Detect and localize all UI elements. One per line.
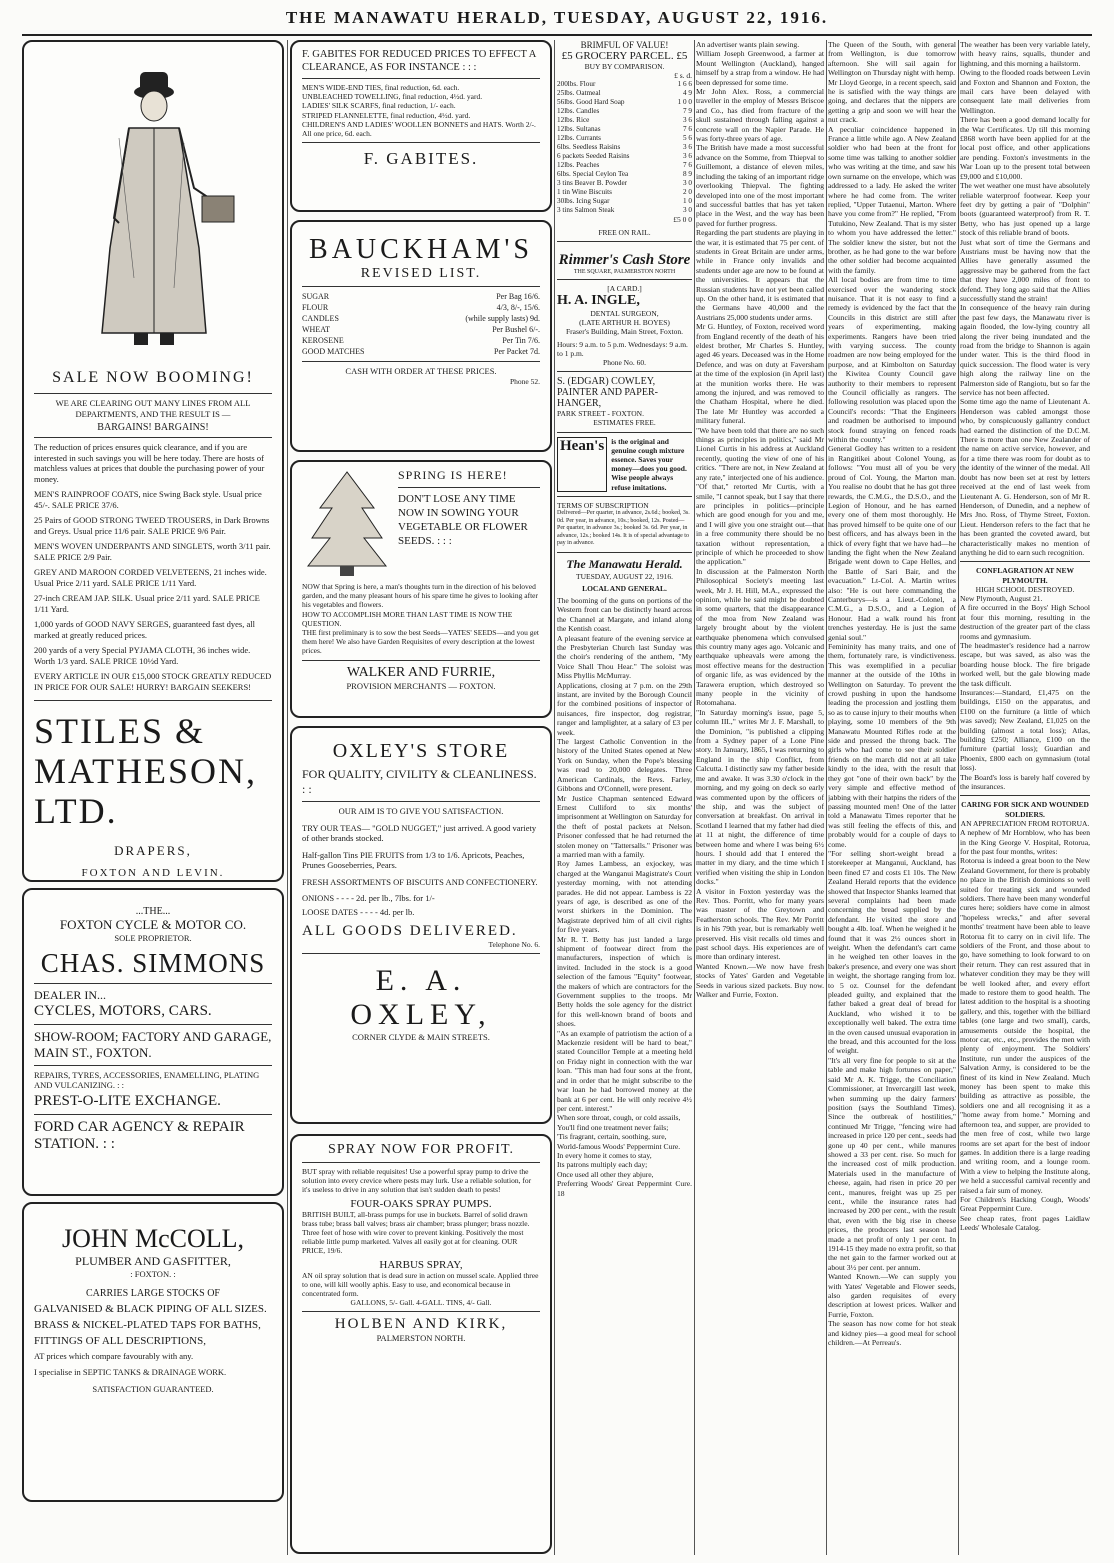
harbus-body: AN oil spray solution that is dead sure in action on mussel scale. Applied three to one, will kill woolly aphis. Easy to use, and economical because in concentrated form. — [302, 1270, 539, 1299]
grocery-row — [557, 143, 692, 152]
bauckham-item-price: (while supply lasts) 9d. — [465, 314, 540, 323]
spray-pumps: FOUR-OAKS SPRAY PUMPS. — [350, 1197, 492, 1210]
news-column-5: The Queen of the South, with general from Wellington, is due tomorrow afternoon. She will sail again for Wellington on Thursday night with hemp. Mr Lloyd George, in a recent speech, said he is satisfied with the way things are going, and declares that the nippers are getting a grip and soon we will hear the nut crack. A peculiar coincidence happened in France a little while ago. A New Zealand soldier who had been at the front for some time was talking to another soldier who was writing at the time, and saw his own surname on the envelope, which was addressed to a lady. He asked the writer where he had come from. The writer replied, "Upper Tutaenui, Marton. Where have you come from?" He replied, "From Tutukino, New Zealand. That is my sister to whom you have addressed the letter." The soldier knew the sister, but not the brother, as he had gone to the war before the other soldier had become acquainted with the family. All local bodies are from time to time exercised over the wandering stock nuisance. That it is not easy to find a remedy is evidenced by the fact that the Councils in this district are still after years of experimenting, making experiments. Rangers have been tried with varying success. The county roadmen are now being employed for the purpose, and at Kimbolton on Saturday the Kiwitea County Council gave authority to their members to represent the Council officially as rangers. The following resolution was placed upon the Council's records: "That the Engineers and roadmen be authorised to impound stock found straying on fenced roads within the county." General Godley has written to a resident in Rangitikei about Colonel Young, as follows: "You must all of you be very proud of Col. Young, the Marton man. You realise no doubt that he has got three rewards, the C.M.G., the D.S.O., and the Legion of Honour, and he has earned every one of them most thoroughly. He has proved himself to be quite one of our best officers, and has always been in the thick of every fight that we have had—he landing the fight when the New Zealand Brigade went down to Cape Helles, and the Battle of Sari Bair, and the evacuation." Lt-Col. A. Martin writes also: "He is out here commanding the Canterburys—is a Lieut.-Colonel, a C.M.G., a D.S.O., and a Legion of Honour. Had a walk round his front trenches yesterday. He is just the same genial soul." Femininity has many traits, and one of them, fortunately rare, is vindictiveness. This was exemplified in a peculiar manner at the outside of the 10ths in Wellington on Saturday. To prevent the crowd pushing in upon the handsome leading the procession and jostling them so as to cause injury to their mouths when playing, some 10 members of the 9th Manawatu Mounted Rifles rode at the side and pressed the throng back. The girls who had come to see their soldier friends on the march did not at all take kindly to the idea, with the result that they got "one of their own back" by the very simple and effective method of jabbing with their hatpins the riders of the passing mounted men! One of the latter told a Manawatu Times reporter that he was still feeling the effects of this, and probably would for a couple of days to come. "For selling short-weight bread a storekeeper at Manganui, Auckland, has been fined £7 and costs £1 10s. The New Zealand Herald reports that the evidence showed that Inspector Shanks learned that several complaints had been made concerning the bread supplied by the defendant. He visited the store and bought a 4lb. loaf. When he weighed it he found that it was 2½ ounces short in weight. When the defendant's cart came in he weighed ten other loaves in the baker's presence, and every one was short in weight, the shortage ranging from loz. to 5 oz. Counsel for the defendant pleaded guilty, and explained that the father baked a great deal of bread for Auckland, who wished it to be exceptionally well baked. The extra time in the oven caused unusual evaporation in the bread, and this accounted for the loss of weight. "It's all very fine for people to sit at the table and make high fortunes on paper," said Mr A. K. Trigge, the Conciliation Commissioner, at Invercargill last week, when summing up the dairy farmers' position (says the Southland Times). Since the outbreak of hostilities," continued Mr Trigge, "fencing wire had increased in price 120 per cent., seeds had gone up 40 per cent., while manures showed a 33 per cent. rise. So much for the increased cost of milk production. Materials used in the manufacture of cheese, again, had risen in price 20 per cent., manures, freight was up 25 per cent., while the insurance rates had increased by 200 per cent., with the result that, even with the big rise in cheese prices, the producers last season had made a net profit of only 1 per cent. In 1914-15 they made no extra profit, so that the net gain to the farmer worked out at about 3½ per cent. per annum. Wanted Known.—We can supply you with Yates' Vegetable and Flower seeds, also garden requisites of every description at lowest prices. Walker and Furrie, Foxton. The season has now come for hot steak and kidney pies—a good meal for school children.—At Perreau's. — [828, 40, 956, 1348]
spray-body: BUT spray with reliable requisites! Use a powerful spray pump to drive the solution into every crevice where pests may lurk. Use a reliable solution, for it's useless to drive in any solution that isn't sudden death to pests! — [302, 1167, 532, 1195]
grocery-item-name: 25lbs. Oatmeal — [557, 89, 601, 98]
bauckham-row — [302, 335, 540, 346]
bauckham-price-list — [302, 291, 540, 357]
column-1 — [22, 40, 284, 1555]
cycle-dealer: DEALER IN... — [34, 987, 106, 1002]
grocery-item-price: 5 6 — [683, 134, 692, 143]
spring-body: NOW that Spring is here, a man's thoughts turn in the direction of his beloved garden, and the many pleasant hours of his spare time he gives to looking after his vegetables and flowers. — [302, 582, 538, 610]
bauckham-row — [302, 291, 540, 302]
sale-item: 1,000 yards of GOOD NAVY SERGES, guaranteed fast dyes, all marked at greatly reduced prices. — [34, 619, 255, 640]
holben-name: HOLBEN AND KIRK, — [334, 1316, 508, 1333]
sale-item: EVERY ARTICLE IN OUR £15,000 STOCK GREATLY REDUCED IN PRICE FOR OUR SALE! HURRY! BARGAIN SEEKERS! — [34, 671, 272, 692]
mccoll-town: : FOXTON. : — [130, 1269, 176, 1279]
grocery-item-name: 3 tins Salmon Steak — [557, 206, 615, 215]
bauckham-item-name: FLOUR — [302, 303, 329, 312]
grocery-item-name: 12lbs. Currants — [557, 134, 601, 143]
gabites-item: LADIES' SILK SCARFS, final reduction, 1/- each. — [302, 101, 456, 111]
hean-body: is the original and genuine cough mixture essence. Saves your money—does you good. Wise people always refuse imitations. — [611, 436, 687, 492]
cycle-showroom: SHOW-ROOM; FACTORY AND GARAGE, MAIN ST., FOXTON. — [34, 1028, 272, 1060]
grocery-item-price: 1 0 — [683, 197, 692, 206]
foxton-cycle-ad — [22, 888, 284, 1196]
local-general-heading: LOCAL AND GENERAL. — [582, 583, 667, 593]
spring-dont-lose: DON'T LOSE ANY TIME NOW IN SOWING YOUR VEGETABLE OR FLOWER SEEDS. : : : — [398, 493, 528, 547]
oxley-biscuits: FRESH ASSORTMENTS OF BISCUITS AND CONFECTIONERY. — [302, 876, 538, 887]
ingle-late: (LATE ARTHUR H. BOYES) — [579, 318, 670, 328]
masthead-rule — [22, 34, 1092, 36]
terms-heading: TERMS OF SUBSCRIPTION — [557, 500, 649, 510]
bauckham-row — [302, 324, 540, 335]
grocery-item-price: 4 9 — [683, 89, 692, 98]
mccoll-prices: AT prices which compare favourably with any. — [34, 1350, 194, 1361]
ingle-card: [A CARD.] — [607, 283, 642, 293]
gabites-items — [302, 83, 540, 138]
spray-heading: SPRAY NOW FOR PROFIT. — [328, 1142, 514, 1157]
bauckham-cash: CASH WITH ORDER AT THESE PRICES. — [345, 366, 497, 376]
harbus-heading: HARBUS SPRAY, — [379, 1258, 463, 1271]
sale-item: 200 yards of a very Special PYJAMA CLOTH, 36 inches wide. Worth 1/3 yard. SALE PRICE 10½d Yard. — [34, 645, 251, 666]
mccoll-taps: BRASS & NICKEL-PLATED TAPS FOR BATHS, — [34, 1318, 261, 1331]
walker-name: WALKER AND FURRIE, — [346, 664, 496, 680]
cycle-owner: CHAS. SIMMONS — [40, 947, 266, 978]
grocery-items — [557, 80, 692, 215]
ingle-trade: DENTAL SURGEON, — [590, 309, 659, 319]
column-divider — [826, 40, 827, 1555]
bauckham-item-name: SUGAR — [302, 292, 330, 301]
bauckham-row — [302, 346, 540, 357]
bauckham-item-name: WHEAT — [302, 325, 330, 334]
oxley-fruit: Half-gallon Tins PIE FRUITS from 1/3 to 1/6. Apricots, Peaches, Prunes Gooseberries, Pears. — [302, 849, 525, 870]
bauckham-ad — [290, 220, 552, 452]
grocery-item-price: 3 0 — [683, 206, 692, 215]
spring-body2: THE first preliminary is to sow the best Seeds—YATES' SEEDS—and you get them here! We also have Garden Requisites of every description at the lowest prices. — [302, 628, 539, 656]
bauckham-item-price: Per Bag 16/6. — [496, 292, 540, 301]
grocery-item-price: 7 9 — [683, 107, 692, 116]
oxley-owner: E. A. OXLEY, — [350, 964, 492, 1032]
oxley-ad — [290, 726, 552, 1124]
grocery-item-price: 3 6 — [683, 116, 692, 125]
bauckham-item-name: CANDLES — [302, 314, 339, 323]
sale-heading: SALE NOW BOOMING! — [52, 369, 254, 386]
rimmer-logo: Rimmer's Cash Store — [558, 251, 691, 268]
grocery-free-on-rail: FREE ON RAIL. — [598, 227, 651, 237]
harbus-gallons: GALLONS, 5/- Gall. 4-GALL. TINS, 4/- Gall. — [350, 1298, 492, 1308]
column-5 — [828, 40, 956, 1555]
bauckham-item-price: Per Bushel 6/-. — [492, 325, 540, 334]
oxley-aim: OUR AIM IS TO GIVE YOU SATISFACTION. — [338, 806, 504, 816]
soldiers-subheading: AN APPRECIATION FROM ROTORUA. — [960, 818, 1090, 828]
holben-town: PALMERSTON NORTH. — [376, 1333, 466, 1344]
bauckham-item-name: KEROSENE — [302, 336, 344, 345]
rimmer-address: THE SQUARE, PALMERSTON NORTH — [573, 268, 676, 275]
gabites-heading: F. GABITES FOR REDUCED PRICES TO EFFECT A CLEARANCE, AS FOR INSTANCE : : : — [302, 49, 536, 73]
gabites-name: F. GABITES. — [363, 149, 479, 169]
soldiers-body: A nephew of Mr Hornblow, who has been in the King George V. Hospital, Rotorua, for the past four months, writes: Rotorua is indeed a great boon to the New Zealand Government, for there is probably no place in the British dominions so well suited for treating sick and wounded soldiers. There have been many wonderful cures here; soldiers have come in almost "hopeless wrecks," and after several months' treatment have been able to leave Rotorua fit to carry on in civil life. The soldiers of the Front, and those about to go, have something to look forward to on their return. They can rest assured that in whatever condition they may be they will be well looked after, and every effort made to restore them to good health. The latest addition to the hospital is a shooting gallery, and this, together with the billiard tables (one large and two small), cards, amusements outside the hospital, the motor car, etc., etc., provides the men with plenty of enjoyment. The Soldiers' Institute, run under the auspices of the Salvation Army, is considered to be the finest of its kind in New Zealand. Much money has been spent to make this building as attractive as possible, the soldiers one and all recognising it as a "home away from home." Morning and afternoon tea, and supper, are provided to the men free of cost, while two large rooms are set apart for the best of indoor games. In addition there is a large reading and writing room, and a lounge room. With a view to helping the Institute along, we held a successful carnival recently and raised a fair sum of money. For Children's Hacking Cough, Woods' Great Peppermint Cure. See cheap rates, front pages Laidlaw Leeds' Wholesale Catalog. — [960, 828, 1090, 1233]
herald-date: TUESDAY, AUGUST 22, 1916. — [576, 571, 673, 581]
grocery-row — [557, 134, 692, 143]
cowley-trade: PAINTER AND PAPER-HANGER, — [557, 387, 658, 410]
cycle-proprietor: SOLE PROPRIETOR. — [114, 933, 192, 943]
grocery-row — [557, 188, 692, 197]
stiles-matheson-ad — [22, 40, 284, 882]
grocery-item-price: 8 9 — [683, 170, 692, 179]
grocery-item-price: 3 0 — [683, 179, 692, 188]
grocery-row — [557, 206, 692, 215]
news-column-4: An advertiser wants plain sewing. William Joseph Greenwood, a farmer at Mount Wellington (Auckland), hanged himself by a strap from a window. He had been depressed for some time. Mr John Alex. Ross, a commercial traveller in the employ of Messrs Briscoe and Co., has died from fracture of the skull sustained through falling against a concrete wall on the Napier Parade. He was forty-three years of age. The British have made a most successful advance on the Somme, from Thiepval to Guillemont, a distance of eleven miles, including the taking of an important ridge overlooking Thiepval. The fighting developed into one of the most important and successful battles that has yet taken place in the West, and the way has been paved for further progress. Regarding the part students are playing in the war, it is estimated that 75 per cent. of students in Great Britain are under arms, while in France only invalids and students under age are now to be found at the universities. It appears that the Russian students have not yet been called up. On the other hand, it is estimated that the Germans have 40,000 and the Austrians 25,000 students under arms. Mr G. Huntley, of Foxton, received word from England recently of the death of his eldest brother, Mr Charles S. Huntley, aged 46 years. Deceased was in the Home Defence, and was on duty at Faversham at the time of the explosion (in April last) at the munition works there. He was among the injured, and was removed to the Chatham Hospital, where he died. The late Mr Huntley was accorded a military funeral. "We have been told that there are no such things as principles in politics," said Mr Lionel Curtis in his address at Auckland recently, quoting the view of one of his critics. "There are not, in New Zealand at any rate," interjected one of his audience. "Of that," retorted Mr Curtis, with a smile, "I cannot speak, but I say that there are principles in politics—principle which are good enough for you and me, and I will give you one straight out—that in a free community there should be no taxation without representation, a principle of which he proceeded to show the application." In discussion at the Palmerston North Philosophical Society's meeting last week, Mr J. H. Hill, M.A., expressed the opinion, while he said might be doubted in some quarters, that the disappearance of the moa from New Zealand was largely brought about by the violent earthquake phenomena which convulsed this country many ages ago. Volcanic and earthquake upheavals were among the most effective means for the destruction of organic life, as was evidenced by the Tarawera eruption, which destroyed so many people in the vicinity of Rotomahana. "In Saturday morning's issue, page 5, column III.," writes Mr J. F. Marshall, to the Dominion, "is published a clipping from a Sydney paper of a Lone Pine story. In January, 1865, I was returning to England in the ship Conflict, from Calcutta. I distinctly saw my father beside me and awake. It was 3.30 o'clock in the morning, and my going on deck so early was commented upon by the officers of the ship, and was the subject of conversation at breakfast. On arrival in Scotland I learned that my father had died at 11 at night, the difference of time between home and where I was being 6½ hours. I should add that I entered the matter in my diary, and the time which I verified when visiting the ship in London docks." A visitor in Foxton yesterday was the Rev. Thos. Porritt, who for many years was master of the Greytown and Featherston schools. The Rev. Mr Porritt is in his 79th year, but is remarkably well preserved. His visit recalls old times and past school days. His experiences are of more than ordinary interest. Wanted Known.—We now have fresh stocks of Yates' Garden and Vegetable Seeds in various sized packets. Buy now. Walker and Furrie, Foxton. — [696, 40, 824, 1000]
sale-body: The reduction of prices ensures quick clearance, and if you are interested in such savings you will be here today. There are hosts of matchless values at prices that double the purchasing power of your money. — [34, 442, 265, 484]
bauckham-item-price: Per Packet 7d. — [494, 347, 540, 356]
grocery-compare: BUY BY COMPARISON. — [584, 62, 665, 71]
grocery-item-name: 12lbs. Candles — [557, 107, 600, 116]
spring-how: HOW TO ACCOMPLISH MORE THAN LAST TIME IS NOW THE QUESTION. — [302, 609, 513, 628]
mccoll-trade: PLUMBER AND GASFITTER, — [75, 1254, 231, 1268]
oxley-teas: TRY OUR TEAS— "GOLD NUGGET," just arrived. A good variety of other brands stocked. — [302, 822, 537, 843]
store-towns: FOXTON AND LEVIN. — [81, 867, 225, 879]
mccoll-fittings: FITTINGS OF ALL DESCRIPTIONS, — [34, 1334, 206, 1347]
cycle-the: ...THE... — [135, 906, 171, 917]
hean-logo: Hean's — [557, 437, 607, 492]
grocery-item-name: 1 tin Wine Biscuits — [557, 188, 612, 197]
grocery-row — [557, 197, 692, 206]
ingle-name: H. A. INGLE, — [557, 293, 640, 309]
grocery-item-name: 12lbs. Peaches — [557, 161, 600, 170]
cycle-goods: CYCLES, MOTORS, CARS. — [34, 1002, 212, 1019]
sale-item: GREY AND MAROON CORDED VELVETEENS, 21 inches wide. Usual Price 2/11 yard. SALE PRICE 1/11 Yard. — [34, 567, 267, 588]
grocery-item-name: 200lbs. Flour — [557, 80, 596, 89]
column-6 — [960, 40, 1090, 1555]
conflagration-heading: CONFLAGRATION AT NEW PLYMOUTH. — [976, 566, 1074, 585]
grocery-item-name: 6 packets Seeded Raisins — [557, 152, 630, 161]
grocery-item-price: 3 6 — [683, 152, 692, 161]
gabites-item: UNBLEACHED TOWELLING, final reduction, 4½d. yard. — [302, 92, 483, 102]
grocery-item-name: 12lbs. Sultanas — [557, 125, 601, 134]
terms-body: Delivered—Per quarter, in advance, 2s.6d.; booked, 3s. 0d. Per year, in advance, 10s.; booked, 12s. Posted—Per quarter, in advance 3s.; booked 3s. 6d. Per year, in advance, 12s.; booked 14s. It is of special advantage to pay in advance. — [557, 510, 690, 547]
column-divider — [694, 40, 695, 1555]
column-4 — [696, 40, 824, 1555]
bauckham-item-price: 4/3, 8/-, 15/6. — [496, 303, 540, 312]
mccoll-piping: GALVANISED & BLACK PIPING OF ALL SIZES. — [34, 1302, 267, 1315]
grocery-row — [557, 89, 692, 98]
bauckham-name: BAUCKHAM'S — [309, 234, 533, 265]
ingle-phone: Phone No. 60. — [603, 358, 646, 368]
column-divider — [287, 40, 288, 1555]
grocery-item-price: 2 0 — [683, 188, 692, 197]
oxley-store-name: OXLEY'S STORE — [332, 740, 510, 762]
grocery-row — [557, 107, 692, 116]
column-2 — [290, 40, 552, 1555]
bauckham-item-price: Per Tin 7/6. — [502, 336, 540, 345]
sale-intro: WE ARE CLEARING OUT MANY LINES FROM ALL DEPARTMENTS, AND THE RESULT IS — — [55, 398, 251, 419]
grocery-total: £5 0 0 — [673, 215, 692, 225]
bauckham-item-name: GOOD MATCHES — [302, 347, 365, 356]
bauckham-row — [302, 313, 540, 324]
soldiers-heading: CARING FOR SICK AND WOUNDED SOLDIERS. — [961, 800, 1089, 819]
spray-pumps-body: BRITISH BUILT, all-brass pumps for use in buckets. Barrel of solid drawn brass tube; brass ball valves; brass air chamber; brass plunger; brass nozzle. Three feet of hose with wire cover to prevent kinking. Positively the most reliable little pump marketed. Valves all easily got at for cleaning. OUR PRICE, 19/6. — [302, 1209, 530, 1256]
gabites-ad — [290, 40, 552, 212]
grocery-item-name: 30lbs. Icing Sugar — [557, 197, 610, 206]
bauckham-phone: Phone 52. — [510, 376, 540, 386]
mccoll-name: JOHN McCOLL, — [62, 1224, 244, 1253]
cowley-estimates: ESTIMATES FREE. — [593, 418, 656, 428]
grocery-heading: BRIMFUL OF VALUE! — [580, 40, 669, 50]
cowley-address: PARK STREET - FOXTON. — [557, 409, 644, 419]
sale-item: MEN'S RAINPROOF COATS, nice Swing Back style. Usual price 45/-. SALE PRICE 37/6. — [34, 489, 262, 510]
sale-item: 27-inch CREAM JAP. SILK. Usual price 2/11 yard. SALE PRICE 1/11 Yard. — [34, 593, 260, 614]
grocery-row — [557, 125, 692, 134]
column-divider — [958, 40, 959, 1555]
sale-items-list — [34, 489, 272, 692]
grocery-item-name: 3 tins Beaver B. Powder — [557, 179, 628, 188]
grocery-row — [557, 179, 692, 188]
oxley-phone: Telephone No. 6. — [488, 940, 540, 949]
grocery-item-name: 6lbs. Seedless Raisins — [557, 143, 621, 152]
ingle-hours: Hours: 9 a.m. to 5 p.m. Wednesdays: 9 a.m. to 1 p.m. — [557, 339, 688, 358]
grocery-row — [557, 170, 692, 179]
oxley-delivered: ALL GOODS DELIVERED. — [302, 923, 518, 939]
mccoll-guarantee: SATISFACTION GUARANTEED. — [92, 1383, 214, 1394]
holben-kirk-ad — [290, 1134, 552, 1554]
grocery-row — [557, 98, 692, 107]
conflagration-body: New Plymouth, August 21. A fire occurred in the Boys' High School at four this morning, resulting in the destruction of the greater part of the class rooms and gymnasium. The headmaster's residence had a narrow escape, but was saved, as also was the boarding house block. The fire brigade worked well, but the gale blowing made the task difficult. Insurances:—Standard, £1,475 on the buildings, £150 on the apparatus, and £100 on the furniture (a little of which was saved); New Zealand, £1,025 on the building (almost a total loss); Atlas, building £250; Alliance, £100 on the furniture (partial loss); Guardian and Phoenix, £800 each on gymnasium (total loss). The Board's loss is barely half covered by the insurances. — [960, 593, 1090, 792]
grocery-money-cols: £ s. d. — [674, 71, 692, 81]
tree-illustration — [302, 468, 392, 578]
cowley-name: S. (EDGAR) COWLEY, — [557, 376, 656, 388]
grocery-parcel: £5 GROCERY PARCEL. £5 — [561, 50, 688, 62]
ingle-building: Fraser's Building, Main Street, Foxton. — [566, 327, 683, 337]
cycle-prestolite: PREST-O-LITE EXCHANGE. — [34, 1092, 221, 1109]
grocery-item-price: 7 6 — [683, 161, 692, 170]
oxley-motto: FOR QUALITY, CIVILITY & CLEANLINESS. : : — [302, 767, 537, 796]
mccoll-ad — [22, 1202, 284, 1502]
gabites-item: CHILDREN'S AND LADIES' WOOLLEN BONNETS and HATS. Worth 2/-. All one price, 6d. each. — [302, 119, 536, 139]
grocery-item-price: 1 0 0 — [677, 98, 692, 107]
grocery-item-name: 56lbs. Good Hard Soap — [557, 98, 625, 107]
sale-item: MEN'S WOVEN UNDERPANTS AND SINGLETS, worth 3/11 pair. SALE PRICE 2/9 Pair. — [34, 541, 271, 562]
grocery-item-price: 7 6 — [683, 125, 692, 134]
bargains-line: BARGAINS! BARGAINS! — [97, 422, 209, 433]
gabites-item: STRIPED FLANNELETTE, final reduction, 4½d. yard. — [302, 110, 471, 120]
oxley-address: CORNER CLYDE & MAIN STREETS. — [352, 1032, 490, 1043]
grocery-row — [557, 80, 692, 89]
masthead: THE MANAWATU HERALD, TUESDAY, AUGUST 22, 1916. — [285, 8, 829, 27]
local-general-body: The booming of the guns on portions of the Western front can be distinctly heard across the Channel at Margate, and inland along the Kentish coast. A pleasant feature of the evening service at the Presbyterian Church last Sunday was the choir's rendering of the anthem, "My Voice Shall Thou Hear." The soloist was Miss Phyllis McMurray. Applications, closing at 7 p.m. on the 29th instant, are invited by the Borough Council for the combined positions of inspector of nuisances, fire inspector, dog registrar, ranger and lamplighter, at a salary of £3 per week. The largest Catholic Convention in the history of the United States opened at New York on Sunday, when the Pope's blessing was read to 20,000 delegates. Three American Cardinals, the Revs. Farley, Gibbons and O'Connell, were present. Mr Justice Chapman sentenced Edward Ernest Culliford to six months' imprisonment at Wellington on Saturday for the theft of postal packets at Nelson. Prisoner confessed that he had returned the stolen money on "Tattersalls." Prisoner was a married man with a family. Roy James Lambess, an exjockey, was charged at the Wanganui Magistrate's Court yesterday morning, with not attending parades. He did not appear. Lambess is 22 years of age, is described as one of the worst shirkers in the Dominion. The Magistrate deprived him of all civil rights for five years. Mr R. T. Betty has just landed a large shipment of footwear direct from the manufacturers, inspection of which is invited. Included in the stock is a good selection of the famous "Equity" footwear, the makers of which are contractors for the Government supplies to the troops. Mr Betty holds the sole agency for the district for this well-known brand of boots and shoes. "As an example of patriotism the action of a Mackenzie resident will be hard to beat," stated Councillor Temple at a meeting held on Friday night in connection with the war loan. "This man had four sons at the front, and in order that he might subscribe to the war loan he had borrowed money at the bank at 6 per cent. He will only receive 4½ per cent. interest." When sore throat, cough, or cold assails, You'll find one treatment never fails; 'Tis fragrant, certain, soothing, sure, World-famous Woods' Peppermint Cure. In every home it comes to stay, Its patrons multiply each day; Once used all other they abjure, Preferring Woods' Great Peppermint Cure. 18 — [557, 595, 692, 1198]
grocery-row — [557, 116, 692, 125]
column-3 — [557, 40, 692, 1555]
cycle-company: FOXTON CYCLE & MOTOR CO. — [59, 917, 247, 932]
spring-heading: SPRING IS HERE! — [398, 468, 508, 482]
store-name-line2: MATHESON, LTD. — [34, 751, 258, 831]
cycle-ford-agency: FORD CAR AGENCY & REPAIR STATION. : : — [34, 1118, 245, 1152]
walker-trade: PROVISION MERCHANTS — FOXTON. — [346, 680, 496, 691]
grocery-item-name: 12lbs. Rice — [557, 116, 590, 125]
gabites-item: MEN'S WIDE-END TIES, final reduction, 6d. each. — [302, 83, 460, 92]
man-in-raincoat-illustration — [34, 48, 274, 358]
walker-furrie-ad — [290, 460, 552, 718]
bauckham-subtitle: REVISED LIST. — [360, 266, 482, 281]
cycle-repairs: REPAIRS, TYRES, ACCESSORIES, ENAMELLING, PLATING AND VULCANIZING. : : — [34, 1069, 260, 1090]
grocery-row — [557, 152, 692, 161]
mccoll-septic: I specialise in SEPTIC TANKS & DRAINAGE WORK. — [34, 1367, 227, 1377]
sale-item: 25 Pairs of GOOD STRONG TWEED TROUSERS, in Dark Browns and Greys. Usual price 11/6 pair. SALE PRICE 9/6 Pair. — [34, 515, 270, 536]
grocery-item-price: 1 6 6 — [677, 80, 692, 89]
herald-title: The Manawatu Herald. — [566, 556, 683, 571]
oxley-onions: ONIONS - - - - 2d. per lb., 7lbs. for 1/- — [302, 893, 435, 903]
grocery-item-name: 6lbs. Special Ceylon Tea — [557, 170, 629, 179]
store-name-line1: STILES & — [34, 711, 206, 751]
column-divider — [554, 40, 555, 1555]
news-column-6: The weather has been very variable lately, with heavy rains, squalls, thunder and lightning, and this morning a hailstorm. Owing to the flooded roads between Levin and Foxton and Shannon and Foxton, the mail cars have been delayed with consequent late mail deliveries from Wellington. There has been a good demand locally for the War Certificates. Up till this morning £868 worth have been applied for at the local post office, and other applications are pending. Foxton's investments in the War Loan up to the present total between £9,000 and £10,000. The wet weather one must have absolutely reliable waterproof footwear. Keep your feet dry by getting a pair of "Dolphin" boots (guaranteed waterproof) from R. T. Betty, who has just opened up a large stock of this reliable brand of boots. Just what sort of time the Germans and Austrians must be having now that the Allies have generally assumed the aggressive may be gathered from the fact that they have 2,000 miles of front to defend. They long ago said that the Allies successfully stand the strain! In consequence of the heavy rain during the past few days, the Manawatu river is again flooded, the low-lying country all along the river being inundated and the road from the bridge to Shannon is again under water. This is the third flood in quick succession. The flood water is very high along the railway line on the Palmerston side of Rangiotu, but so far the service has not been affected. Some time ago the name of Lieutenant A. Henderson was cabled amongst those who, by conspicuously gallantry conduct had earned the distinction of the D.C.M. There is more than one New Zealander of the name on active service, however, and for a time there was room for doubt as to the identity of the winner of the medal. All doubt has now been set at rest by letters received at the end of last week from Lieutenant A. G. Henderson, son of Mr R. Henderson, of Dunedin, and a nephew of Mrs Jno. Ross, of Thyme Street, Foxton. Lieut. Henderson refers to the fact that he has been granted the coveted award, but characteristically makes no mention of anything he did to earn such recognition. — [960, 40, 1090, 557]
bauckham-row — [302, 302, 540, 313]
grocery-item-price: 3 6 — [683, 143, 692, 152]
store-trade: DRAPERS, — [114, 843, 192, 858]
oxley-dates: LOOSE DATES - - - - 4d. per lb. — [302, 906, 415, 917]
grocery-row — [557, 161, 692, 170]
conflagration-subheading: HIGH SCHOOL DESTROYED. — [975, 584, 1075, 594]
mccoll-carries: CARRIES LARGE STOCKS OF — [85, 1287, 220, 1299]
